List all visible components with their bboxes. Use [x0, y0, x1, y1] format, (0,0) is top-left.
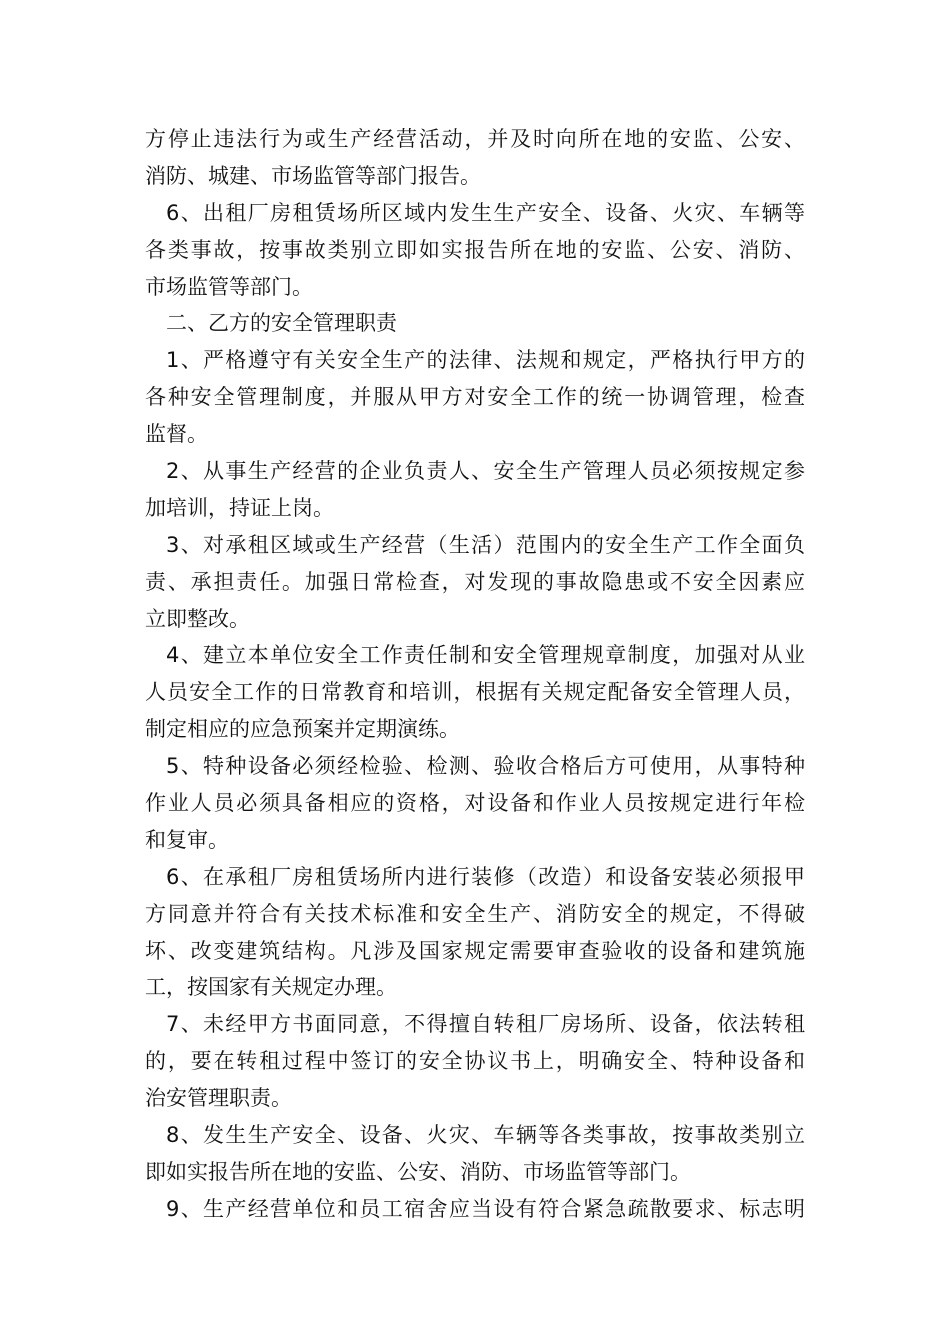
text-line: 制定相应的应急预案并定期演练。 — [145, 717, 460, 742]
text-line: 消防、城建、市场监管等部门报告。 — [145, 163, 481, 188]
paragraph-continuation — [145, 121, 805, 195]
text-line: 2、从事生产经营的企业负责人、安全生产管理人员必须按规定参 — [166, 459, 805, 484]
document-body — [145, 121, 805, 1228]
text-line: 9、生产经营单位和员工宿舍应当设有符合紧急疏散要求、标志明 — [166, 1196, 805, 1221]
text-line: 的，要在转租过程中签订的安全协议书上，明确安全、特种设备和 — [145, 1049, 805, 1074]
paragraph-item-6-lessor — [145, 195, 805, 306]
paragraph-item-6 — [145, 859, 805, 1007]
text-line: 作业人员必须具备相应的资格，对设备和作业人员按规定进行年检 — [145, 791, 805, 816]
text-line: 各类事故，按事故类别立即如实报告所在地的安监、公安、消防、 — [145, 237, 805, 262]
text-line: 8、发生生产安全、设备、火灾、车辆等各类事故，按事故类别立 — [166, 1123, 805, 1148]
text-line: 和复审。 — [145, 827, 229, 852]
text-line: 坏、改变建筑结构。凡涉及国家规定需要审查验收的设备和建筑施 — [145, 938, 805, 963]
text-line: 人员安全工作的日常教育和培训，根据有关规定配备安全管理人员， — [145, 680, 805, 705]
section-heading — [145, 305, 805, 342]
paragraph-item-3 — [145, 527, 805, 638]
text-line: 方同意并符合有关技术标准和安全生产、消防安全的规定，不得破 — [145, 901, 805, 926]
paragraph-item-2 — [145, 453, 805, 527]
paragraph-item-9 — [145, 1191, 805, 1228]
paragraph-item-1 — [145, 342, 805, 453]
heading-text: 二、乙方的安全管理职责 — [166, 311, 397, 336]
paragraph-item-7 — [145, 1006, 805, 1117]
text-line: 6、在承租厂房租赁场所内进行装修（改造）和设备安装必须报甲 — [166, 864, 805, 889]
text-line: 方停止违法行为或生产经营活动，并及时向所在地的安监、公安、 — [145, 127, 805, 151]
text-line: 即如实报告所在地的安监、公安、消防、市场监管等部门。 — [145, 1159, 691, 1184]
text-line: 责、承担责任。加强日常检查，对发现的事故隐患或不安全因素应 — [145, 569, 805, 594]
text-line: 7、未经甲方书面同意，不得擅自转租厂房场所、设备，依法转租 — [166, 1012, 805, 1037]
text-line: 加培训，持证上岗。 — [145, 495, 334, 520]
text-line: 各种安全管理制度，并服从甲方对安全工作的统一协调管理，检查 — [145, 385, 805, 410]
paragraph-item-4 — [145, 637, 805, 748]
text-line: 治安管理职责。 — [145, 1086, 292, 1111]
text-line: 6、出租厂房租赁场所区域内发生生产安全、设备、火灾、车辆等 — [166, 200, 805, 225]
text-line: 4、建立本单位安全工作责任制和安全管理规章制度，加强对从业 — [166, 643, 805, 668]
text-line: 市场监管等部门。 — [145, 274, 313, 299]
text-line: 立即整改。 — [145, 606, 250, 631]
text-line: 监督。 — [145, 422, 208, 447]
text-line: 3、对承租区域或生产经营（生活）范围内的安全生产工作全面负 — [166, 532, 805, 557]
text-line: 工，按国家有关规定办理。 — [145, 975, 397, 1000]
text-line: 5、特种设备必须经检验、检测、验收合格后方可使用，从事特种 — [166, 754, 805, 779]
paragraph-item-8 — [145, 1117, 805, 1191]
text-line: 1、严格遵守有关安全生产的法律、法规和规定，严格执行甲方的 — [166, 348, 805, 373]
paragraph-item-5 — [145, 748, 805, 859]
